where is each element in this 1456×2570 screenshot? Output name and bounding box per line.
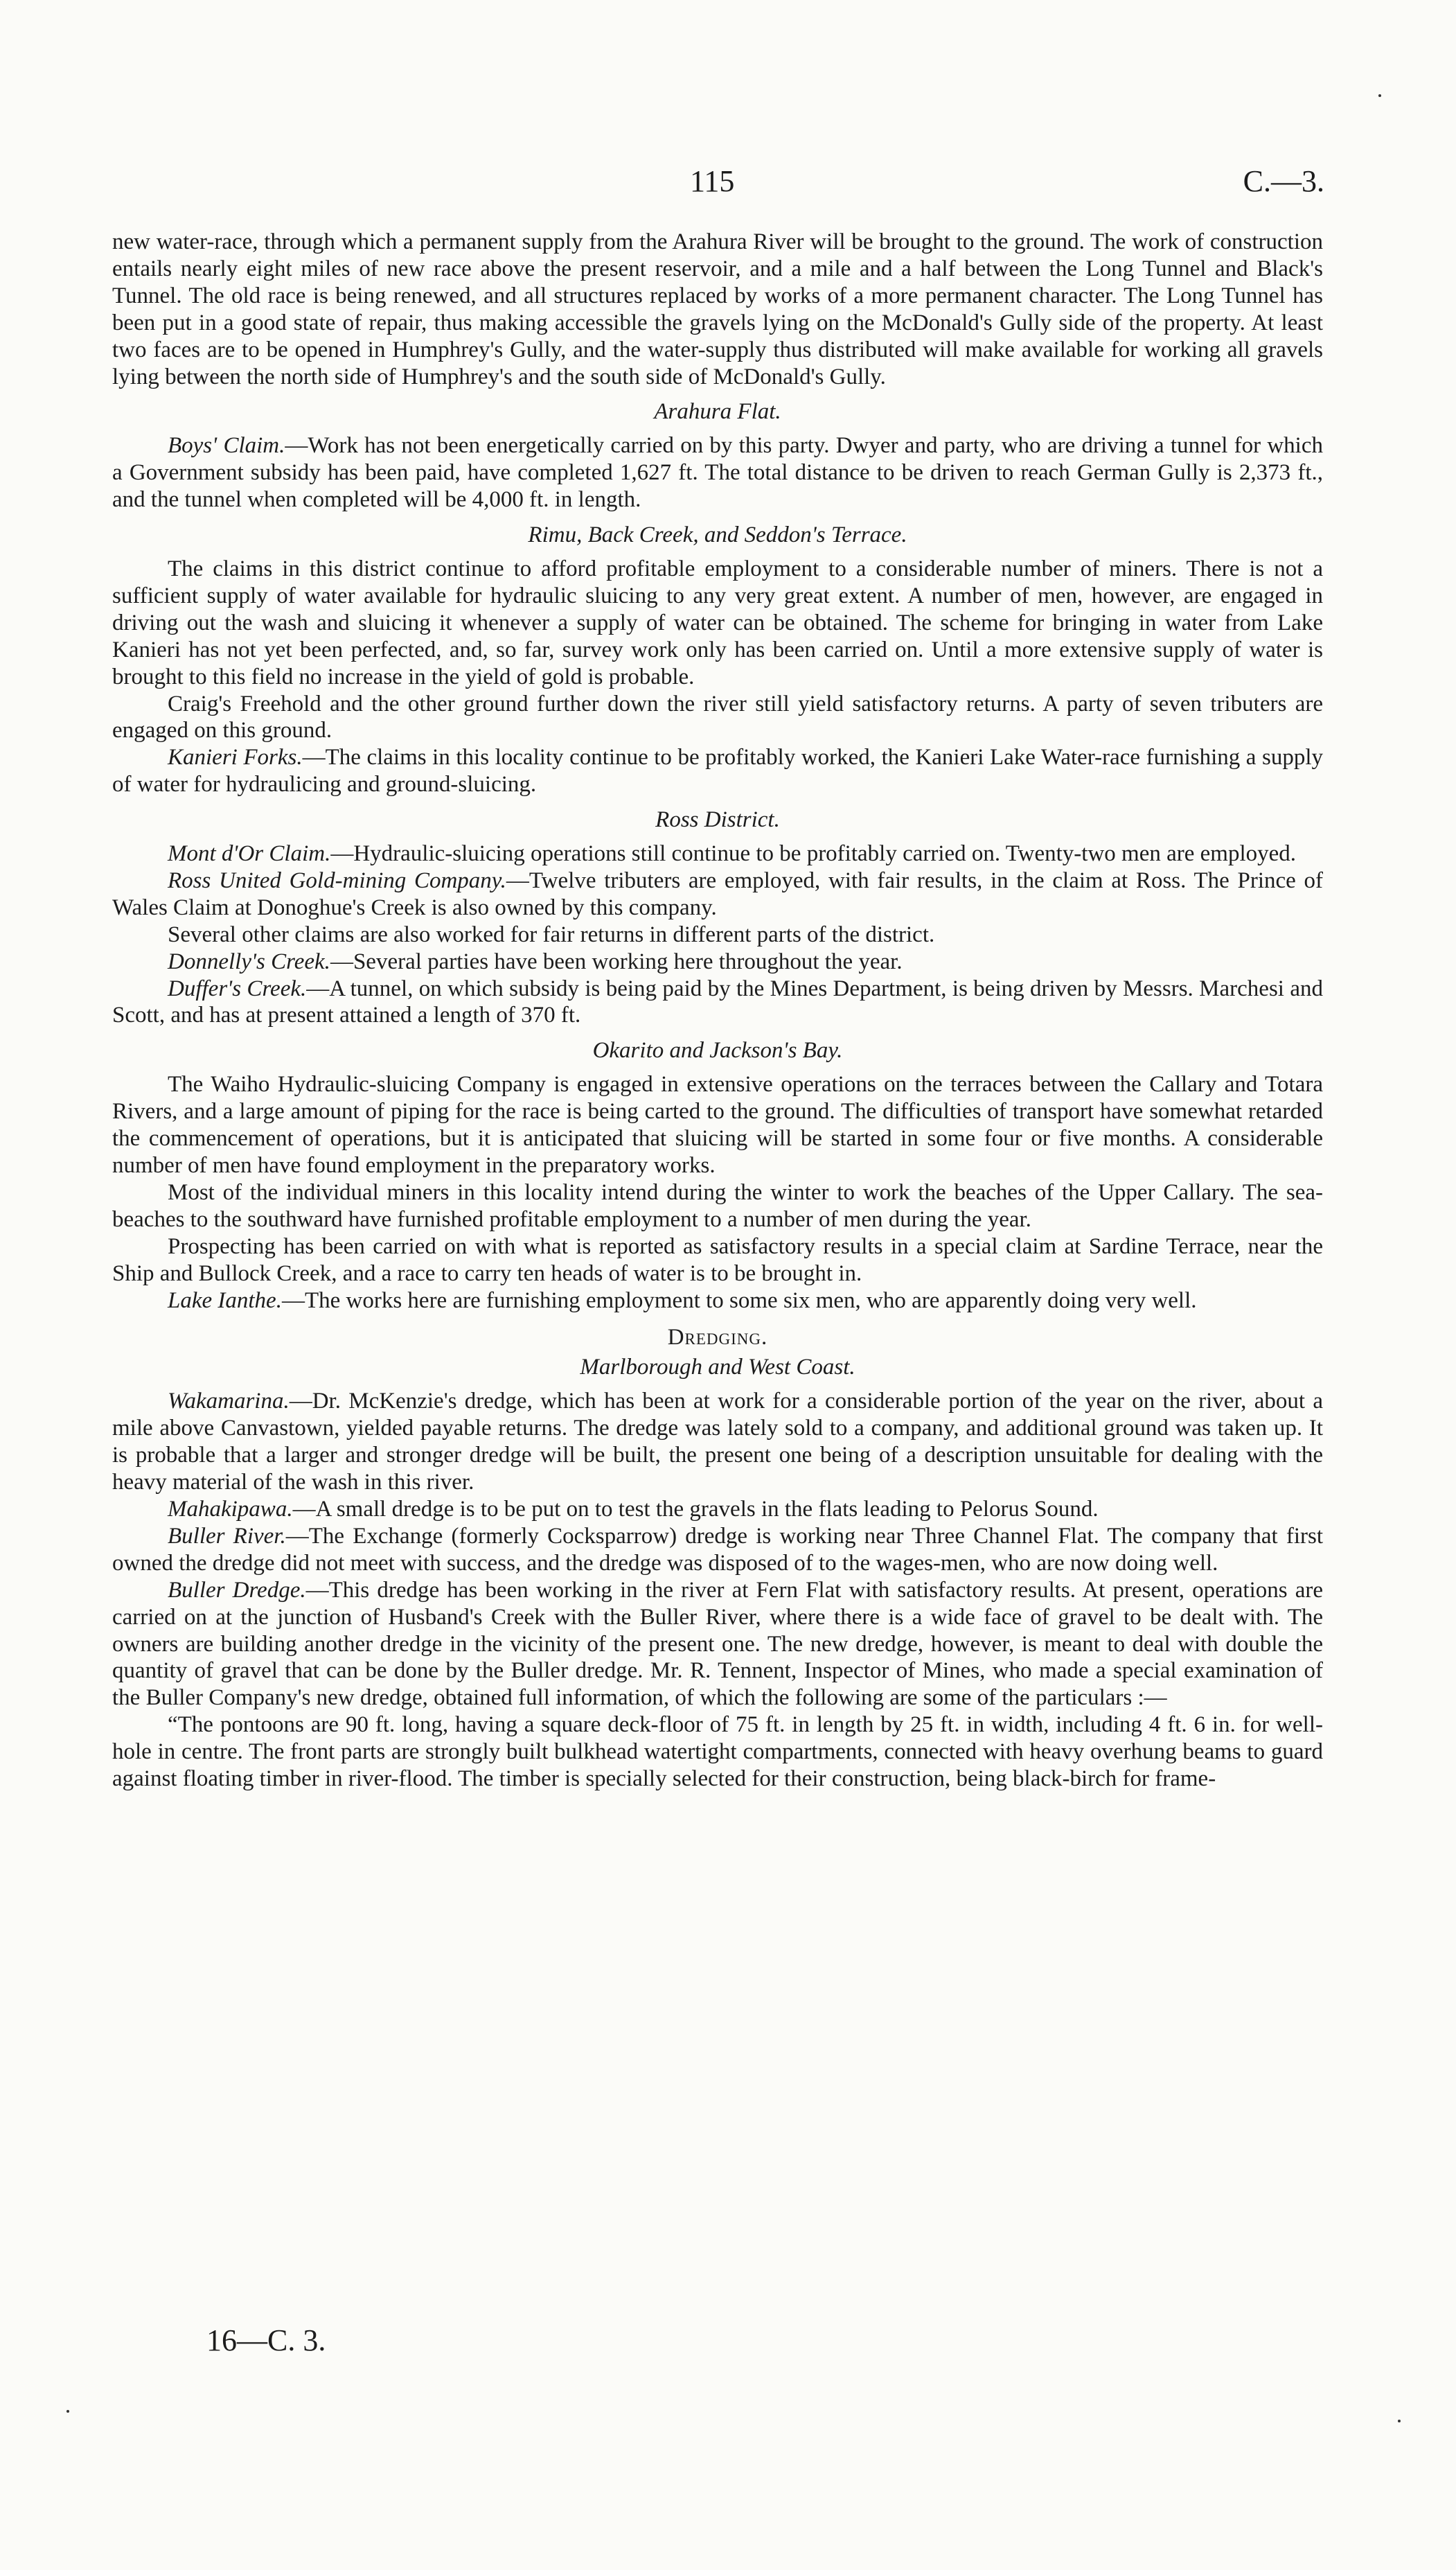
paragraph-text: —Dr. McKenzie's dredge, which has been at work for a considerable portion of the year on the river, about a mile above Canvastown, yielded payable returns. The dredge was lately sold to a company, and additional ground was taken up. It is probable that a larger and stronger dredge will be built, the present one being of a description unsuitable for dealing with the heavy material of the wash in this river.: [112, 1389, 1323, 1495]
paragraph-text: —A tunnel, on which subsidy is being paid by the Mines Department, is being driven by Messrs. Marchesi and Scott, and has at present attained a length of 370 ft.: [112, 976, 1323, 1028]
paragraph: Most of the individual miners in this locality intend during the winter to work the beaches of the Upper Callary. The sea-beaches to the southward have furnished profitable employment to a number of men during the year.: [112, 1179, 1323, 1232]
paragraph-text: —Work has not been energetically carried on by this party. Dwyer and party, who are driving a tunnel for which a Government subsidy has been paid, have completed 1,627 ft. The total distance to be driven to reach German Gully is 2,373 ft., and the tunnel when completed will be 4,000 ft. in length.: [112, 433, 1324, 513]
paragraph-lead: Buller Dredge.: [168, 1577, 306, 1603]
paragraph: [112, 1287, 1323, 1314]
paragraph: Several other claims are also worked for fair returns in different parts of the district.: [168, 922, 935, 947]
paragraph-text: —This dredge has been working in the river at Fern Flat with satisfactory results. At present, operations are carried on at the junction of Husband's Creek with the Buller River, where there is a wide face of gravel to be dealt with. The owners are building another dredge in the vicinity of the present one. The new dredge, however, is meant to deal with double the quantity of gravel that can be done by the Buller dredge. Mr. R. Tennent, Inspector of Mines, who made a special examination of the Buller Company's new dredge, obtained full information, of which the following are some of the particulars :—: [112, 1577, 1323, 1711]
paragraph: The claims in this district continue to afford profitable employment to a considerable number of miners. There is not a sufficient supply of water available for hydraulic sluicing to any very great extent. A number of men, however, are engaged in driving out the wash and sluicing it whenever a supply of water can be obtained. The scheme for bringing in water from Lake Kanieri has not yet been perfected, and, so far, survey work only has been carried on. Until a more extensive supply of water is brought to this field no increase in the yield of gold is probable.: [112, 556, 1323, 689]
paragraph: [112, 1577, 1323, 1712]
paragraph: [112, 949, 1323, 976]
paragraph-text: —Twelve tributers are employed, with fair results, in the claim at Ross. The Prince of Wales Claim at Donoghue's Creek is also owned by this company.: [112, 868, 1324, 920]
paragraph-lead: Wakamarina.: [168, 1389, 290, 1414]
paragraph-lead: Buller River.: [168, 1523, 286, 1549]
paragraph: [112, 868, 1323, 922]
paragraph: [112, 744, 1323, 798]
paragraph-lead: Mont d'Or Claim.: [168, 841, 331, 867]
scan-speck: [66, 2410, 69, 2413]
quoted-paragraph: “The pontoons are 90 ft. long, having a square deck-floor of 75 ft. in length by 25 ft. in width, including 4 ft. 6 in. for well-hole in centre. The front parts are strongly built bulkhead watertight compartments, connected with heavy overhung beams to guard against floating timber in river-flood. The timber is specially selected for their construction, being black-birch for frame-: [112, 1712, 1323, 1792]
paragraph-lead: Donnelly's Creek.: [168, 949, 330, 974]
paragraph: [112, 432, 1323, 513]
paragraph-text: —Several parties have been working here throughout the year.: [330, 949, 903, 974]
paragraph: new water-race, through which a permanent supply from the Arahura River will be brought to the ground. The work of construction entails nearly eight miles of new race above the present reservoir, and a mile and a half between the Long Tunnel and Black's Tunnel. The old race is being renewed, and all structures replaced by works of a more permanent character. The Long Tunnel has been put in a good state of repair, thus making accessible the gravels lying on the McDonald's Gully side of the property. At least two faces are to be opened in Humphrey's Gully, and the water-supply thus distributed will make available for working all gravels lying between the north side of Humphrey's and the south side of McDonald's Gully.: [112, 229, 1323, 389]
page-number: 115: [690, 164, 735, 198]
document-code: C.—3.: [1243, 164, 1324, 198]
paragraph: Prospecting has been carried on with what is reported as satisfactory results in a special claim at Sardine Terrace, near the Ship and Bullock Creek, and a race to carry ten heads of water is to be brought in.: [112, 1233, 1323, 1286]
paragraph: [112, 1496, 1323, 1523]
paragraph-lead: Boys' Claim.: [168, 433, 285, 459]
paragraph-text: —The works here are furnishing employment to some six men, who are apparently doing very well.: [281, 1287, 1197, 1313]
printer-signature: 16—C. 3.: [206, 2323, 326, 2357]
paragraph: [112, 840, 1323, 868]
subsection-heading-arahura-flat: Arahura Flat.: [654, 399, 781, 425]
paragraph-text: —Hydraulic-sluicing operations still continue to be profitably carried on. Twenty-two men are employed.: [330, 841, 1297, 867]
paragraph-lead: Duffer's Creek.: [168, 976, 307, 1001]
paragraph: [112, 1523, 1323, 1577]
report-body: [112, 229, 1323, 1793]
subsection-heading-rimu: Rimu, Back Creek, and Seddon's Terrace.: [528, 522, 907, 548]
subsection-heading-ross-district: Ross District.: [655, 807, 780, 833]
paragraph: [112, 976, 1323, 1030]
paragraph-text: —A small dredge is to be put on to test the gravels in the flats leading to Pelorus Sound.: [292, 1496, 1099, 1522]
paragraph: [112, 1388, 1323, 1496]
paragraph-lead: Lake Ianthe.: [168, 1287, 282, 1313]
paragraph: The Waiho Hydraulic-sluicing Company is engaged in extensive operations on the terraces between the Callary and Totara Rivers, and a large amount of piping for the race is being carted to the ground. The difficulties of transport have somewhat retarded the commencement of operations, but it is anticipated that sluicing will be started in some four or five months. A considerable number of men have found employment in the preparatory works.: [112, 1072, 1323, 1178]
scan-speck: [1378, 94, 1381, 97]
subsection-heading-marlborough: Marlborough and West Coast.: [580, 1355, 855, 1380]
paragraph-lead: Mahakipawa.: [168, 1496, 293, 1522]
subsection-heading-okarito: Okarito and Jackson's Bay.: [592, 1038, 843, 1064]
section-heading-dredging: Dredging.: [667, 1325, 768, 1350]
paragraph: Craig's Freehold and the other ground further down the river still yield satisfactory returns. A party of seven tributers are engaged on this ground.: [112, 691, 1323, 743]
paragraph-lead: Kanieri Forks.: [168, 745, 303, 771]
scan-speck: [1398, 2420, 1401, 2422]
paragraph-text: —The Exchange (formerly Cocksparrow) dredge is working near Three Channel Flat. The company that first owned the dredge did not meet with success, and the dredge was disposed of to the wages-men, who are now doing well.: [112, 1523, 1323, 1576]
page-header: [0, 164, 1456, 205]
paragraph-lead: Ross United Gold-mining Company.: [168, 868, 506, 893]
paragraph-text: —The claims in this locality continue to be profitably worked, the Kanieri Lake Water-race furnishing a supply of water for hydraulicing and ground-sluicing.: [112, 745, 1323, 798]
